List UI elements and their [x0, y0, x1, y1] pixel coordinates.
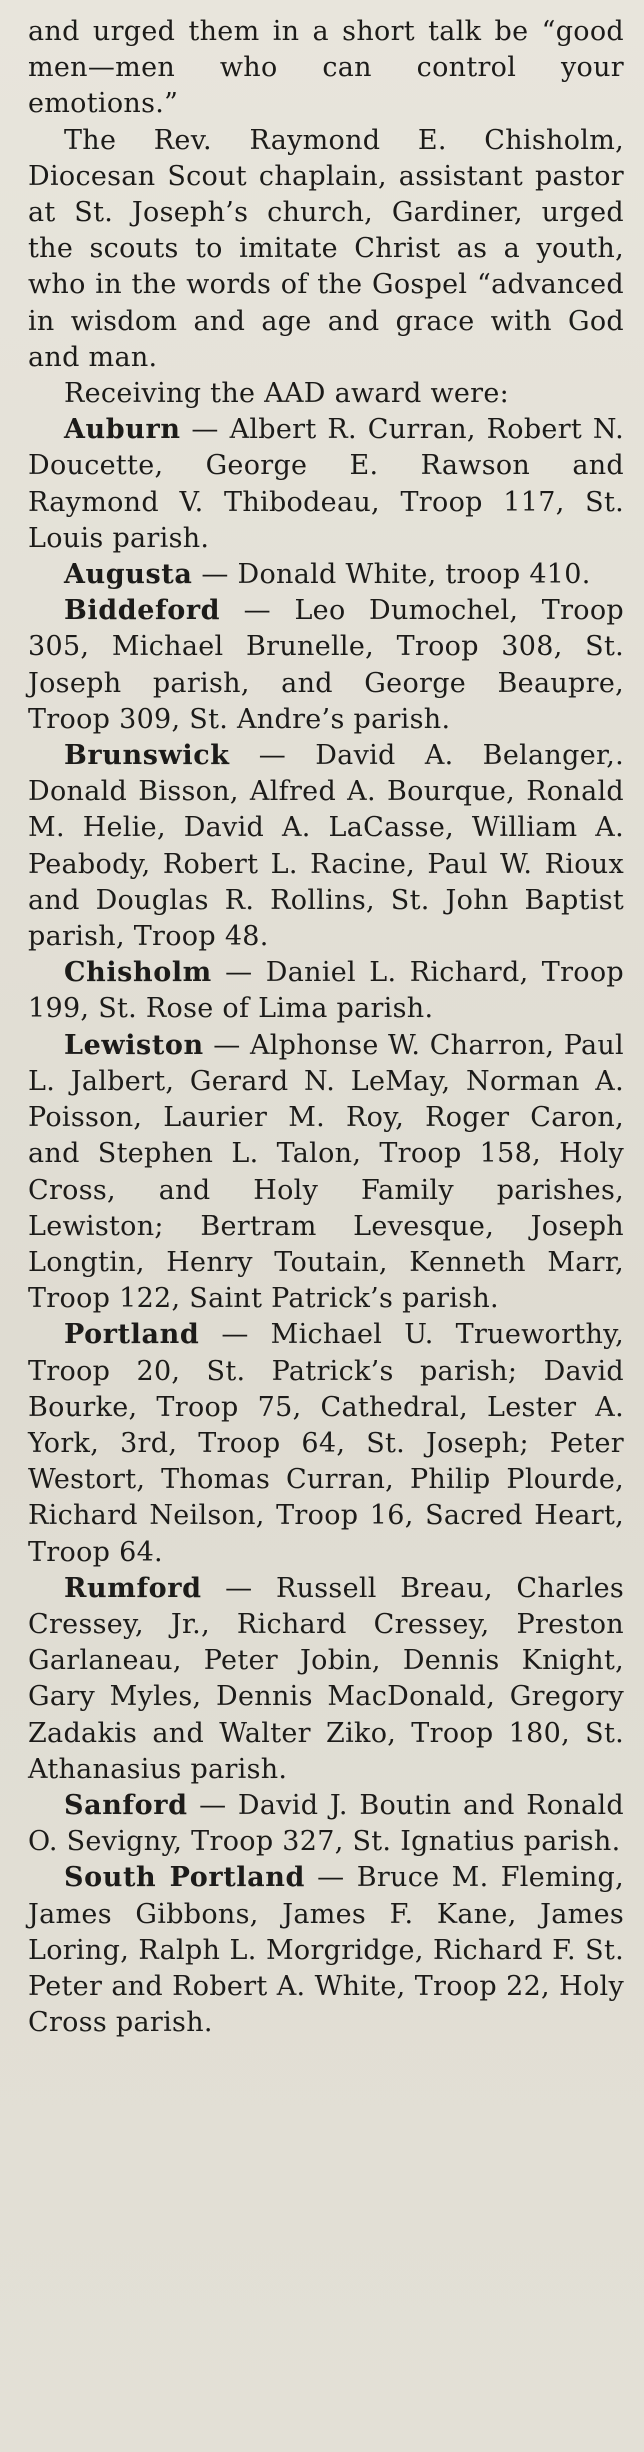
recipient-names: — Russell Breau, Charles Cressey, Jr., Richard Cressey, Preston Garlaneau, Peter Jobin, Dennis Knight, Gary Myles, Dennis MacDonald, Gregory Zadakis and Walter Ziko, Troop 180, St. Athanasius parish.: [28, 1572, 624, 1785]
intro-paragraph-1: and urged them in a short talk be “good men—men who can control your emotions.”: [28, 16, 624, 120]
place-name: Lewiston: [64, 1029, 204, 1061]
recipient-names: — Michael U. Trueworthy, Troop 20, St. Patrick’s parish; David Bourke, Troop 75, Cathedral, Lester A. York, 3rd, Troop 64, St. Joseph; Peter Westort, Thomas Curran, Philip Plourde, Richard Neilson, Troop 16, Sacred Heart, Troop 64.: [28, 1319, 624, 1568]
recipient-names: — Bruce M. Fleming, James Gibbons, James F. Kane, James Loring, Ralph L. Morgridge, Richard F. St. Peter and Robert A. White, Troop 22, Holy Cross parish.: [28, 1862, 624, 2039]
award-entry-sanford: [28, 1788, 624, 1860]
award-entry-chisholm: [28, 955, 624, 1027]
recipient-names: — Alphonse W. Charron, Paul L. Jalbert, Gerard N. LeMay, Norman A. Poisson, Laurier M. Roy, Roger Caron, and Stephen L. Talon, Troop 158, Holy Cross, and Holy Family parishes, Lewiston; Bertram Levesque, Joseph Longtin, Henry Toutain, Kenneth Marr, Troop 122, Saint Patrick’s parish.: [28, 1029, 624, 1315]
award-entry-biddeford: [28, 593, 624, 738]
recipient-names: — Albert R. Curran, Robert N. Doucette, George E. Rawson and Raymond V. Thibodeau, Troop 117, St. Louis parish.: [28, 414, 624, 554]
award-entry-augusta: [28, 557, 624, 593]
recipient-names: — Donald White, troop 410.: [192, 559, 591, 591]
recipient-names: — David A. Belanger,. Donald Bisson, Alfred A. Bourque, Ronald M. Helie, David A. LaCasse, William A. Peabody, Robert L. Racine, Paul W. Rioux and Douglas R. Rollins, St. John Baptist parish, Troop 48.: [28, 740, 624, 953]
place-name: Rumford: [64, 1572, 202, 1604]
place-name: Portland: [64, 1319, 200, 1351]
place-name: Chisholm: [64, 957, 212, 989]
award-lead-in: Receiving the AAD award were:: [64, 378, 510, 410]
place-name: Auburn: [64, 414, 181, 446]
place-name: Sanford: [64, 1789, 188, 1821]
place-name: Brunswick: [64, 740, 230, 772]
place-name: South Portland: [64, 1862, 305, 1894]
award-entry-brunswick: [28, 738, 624, 955]
intro-paragraph-2: The Rev. Raymond E. Chisholm, Diocesan Scout chaplain, assistant pastor at St. Joseph’s church, Gardiner, urged the scouts to imitate Christ as a youth, who in the words of the Gospel “advanced in wisdom and age and grace with God and man.: [28, 124, 624, 373]
award-entry-portland: [28, 1317, 624, 1570]
recipient-names: — David J. Boutin and Ronald O. Sevigny, Troop 327, St. Ignatius parish.: [28, 1789, 624, 1858]
award-entry-rumford: [28, 1571, 624, 1788]
recipient-names: — Leo Dumochel, Troop 305, Michael Brunelle, Troop 308, St. Joseph parish, and George Beaupre, Troop 309, St. Andre’s parish.: [28, 595, 624, 735]
award-entry-lewiston: [28, 1028, 624, 1318]
award-entry-auburn: [28, 412, 624, 557]
place-name: Augusta: [64, 559, 193, 591]
place-name: Biddeford: [64, 595, 221, 627]
recipient-names: — Daniel L. Richard, Troop 199, St. Rose of Lima parish.: [28, 957, 624, 1025]
award-entry-south-portland: [28, 1860, 624, 2041]
